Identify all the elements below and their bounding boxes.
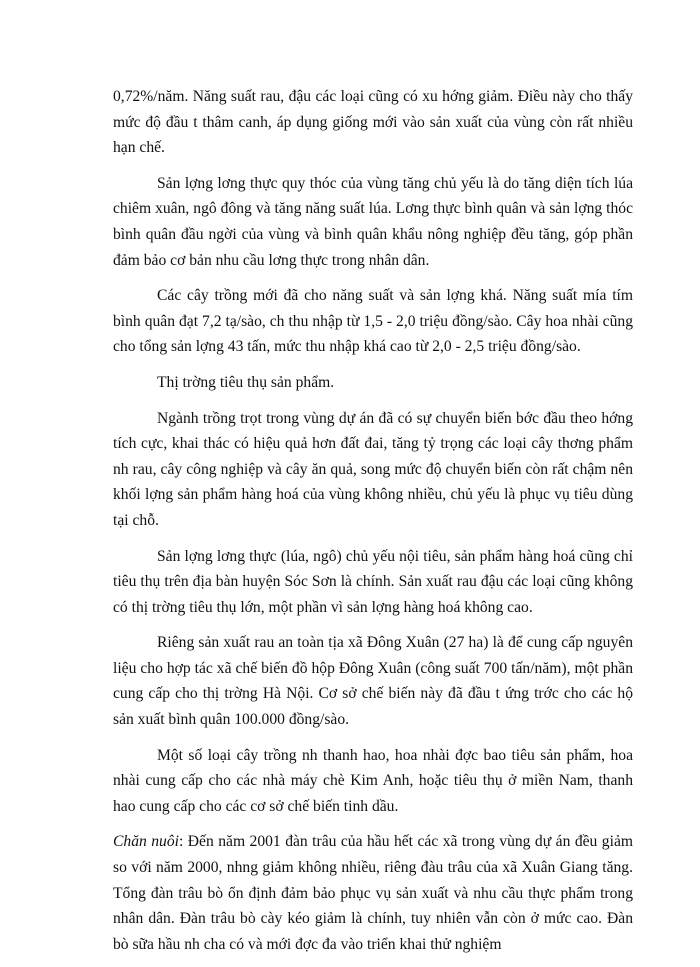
livestock-text: : Đến năm 2001 đàn trâu của hầu hết các xã trong vùng dự án đều giảm so với năm 2000, nhng giảm không nhiều, riêng đàu trâu của xã Xuân Giang tăng. Tổng đàn trâu bò ổn định đảm bảo phục vụ sản xuất và nhu cầu thực phẩm trong nhân dân. Đàn trâu bò cày kéo giảm là chính, tuy nhiên vẫn còn ở mức cao. Đàn bò sữa hầu nh cha có và mới đợc đa vào triển khai thử nghiệm <box>113 833 633 953</box>
paragraph-market-heading: Thị trờng tiêu thụ sản phẩm. <box>157 373 335 391</box>
paragraph-yield-trend: 0,72%/năm. Năng suất rau, đậu các loại cũng có xu hớng giảm. Điều này cho thấy mức độ đầu t thâm canh, áp dụng giống mới vào sản xuất của vùng còn rất nhiều hạn chế. <box>113 88 633 157</box>
paragraph-safe-vegetables: Riêng sản xuất rau an toàn tịa xã Đông Xuân (27 ha) là để cung cấp nguyên liệu cho hợp tác xã chế biến đồ hộp Đông Xuân (công suất 700 tấn/năm), một phần cung cấp cho thị trờng Hà Nội. Cơ sở chế biến này đã đầu t ứng trớc cho các hộ sản xuất bình quân 100.000 đồng/sào. <box>113 634 633 729</box>
paragraph-new-crops: Các cây trồng mới đã cho năng suất và sản lợng khá. Năng suất mía tím bình quân đạt 7,2 tạ/sào, ch thu nhập từ 1,5 - 2,0 triệu đồng/sào. Cây hoa nhài cũng cho tổng sản lợng 43 tấn, mức thu nhập khá cao từ 2,0 - 2,5 triệu đồng/sào. <box>113 287 633 356</box>
paragraph-food-output: Sản lợng lơng thực quy thóc của vùng tăng chủ yếu là do tăng diện tích lúa chiêm xuân, ngô đông và tăng năng suất lúa. Lơng thực bình quân và sản lợng thóc bình quân đầu ngời của vùng và bình quân khẩu nông nghiệp đều tăng, góp phần đảm bảo cơ bản nhu cầu lơng thực trong nhân dân. <box>113 174 633 269</box>
paragraph-contract-crops: Một số loại cây trồng nh thanh hao, hoa nhài đợc bao tiêu sản phẩm, hoa nhài cung cấp cho các nhà máy chè Kim Anh, hoặc tiêu thụ ở miền Nam, thanh hao cung cấp cho các cơ sở chế biến tinh dầu. <box>113 746 633 815</box>
paragraph-local-consumption: Sản lợng lơng thực (lúa, ngô) chủ yếu nội tiêu, sản phẩm hàng hoá cũng chỉ tiêu thụ trên địa bàn huyện Sóc Sơn là chính. Sản xuất rau đậu các loại cũng không có thị trờng tiêu thụ lớn, một phần vì sản lợng hàng hoá không cao. <box>113 547 633 616</box>
document-page <box>113 84 633 967</box>
paragraph-livestock <box>113 829 633 957</box>
livestock-label: Chăn nuôi <box>113 833 179 851</box>
paragraph-cultivation-shift: Ngành trồng trọt trong vùng dự án đã có sự chuyển biến bớc đầu theo hớng tích cực, khai thác có hiệu quả hơn đất đai, tăng tỷ trọng các loại cây thơng phẩm nh rau, cây công nghiệp và cây ăn quả, song mức độ chuyển biến còn rất chậm nên khối lợng sản phẩm hàng hoá của vùng không nhiều, chủ yếu là phục vụ tiêu dùng tại chỗ. <box>113 409 633 529</box>
